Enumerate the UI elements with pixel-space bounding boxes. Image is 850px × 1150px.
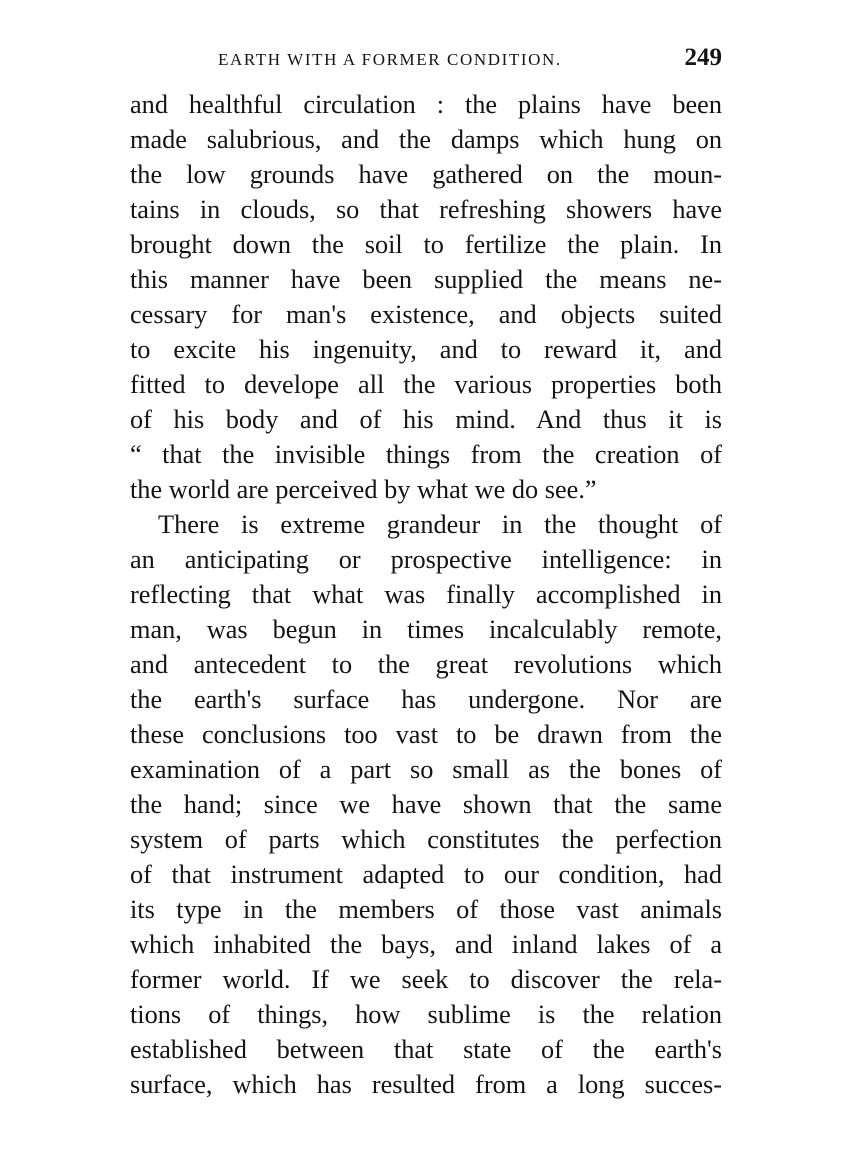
text-line: surface, which has resulted from a long succes-: [130, 1070, 722, 1099]
text-line: cessary for man's existence, and objects suited: [130, 300, 722, 329]
text-line: and antecedent to the great revolutions which: [130, 650, 722, 679]
text-line: its type in the members of those vast animals: [130, 895, 722, 924]
text-line: of his body and of his mind. And thus it is: [130, 405, 722, 434]
text-line: these conclusions too vast to be drawn from the: [130, 720, 722, 749]
text-line: “ that the invisible things from the creation of: [130, 440, 722, 469]
text-line: an anticipating or prospective intelligence: in: [130, 545, 722, 574]
text-line: brought down the soil to fertilize the plain. In: [130, 230, 722, 259]
text-line: the low grounds have gathered on the moun-: [130, 160, 722, 189]
text-line: fitted to develope all the various properties both: [130, 370, 722, 399]
text-line: tains in clouds, so that refreshing showers have: [130, 195, 722, 224]
text-line: the hand; since we have shown that the same: [130, 790, 722, 819]
text-line: the world are perceived by what we do see.”: [130, 475, 597, 504]
text-line: There is extreme grandeur in the thought of: [158, 510, 722, 539]
body-text: [130, 87, 722, 1102]
running-head: EARTH WITH A FORMER CONDITION.: [218, 50, 562, 69]
text-line: established between that state of the earth's: [130, 1035, 722, 1064]
text-line: to excite his ingenuity, and to reward it, and: [130, 335, 722, 364]
text-line: examination of a part so small as the bones of: [130, 755, 722, 784]
text-line: of that instrument adapted to our condition, had: [130, 860, 722, 889]
text-line: and healthful circulation : the plains have been: [130, 90, 722, 119]
text-line: which inhabited the bays, and inland lakes of a: [130, 930, 722, 959]
text-line: the earth's surface has undergone. Nor are: [130, 685, 722, 714]
page-number: 249: [684, 44, 722, 71]
text-line: this manner have been supplied the means ne-: [130, 265, 722, 294]
text-line: made salubrious, and the damps which hung on: [130, 125, 722, 154]
text-line: man, was begun in times incalculably remote,: [130, 615, 722, 644]
page-header: [218, 44, 722, 78]
paragraph-2: [130, 507, 722, 1102]
text-line: tions of things, how sublime is the relation: [130, 1000, 722, 1029]
paragraph-1: [130, 87, 722, 507]
text-line: system of parts which constitutes the perfection: [130, 825, 722, 854]
text-line: reflecting that what was finally accomplished in: [130, 580, 722, 609]
text-line: former world. If we seek to discover the rela-: [130, 965, 722, 994]
